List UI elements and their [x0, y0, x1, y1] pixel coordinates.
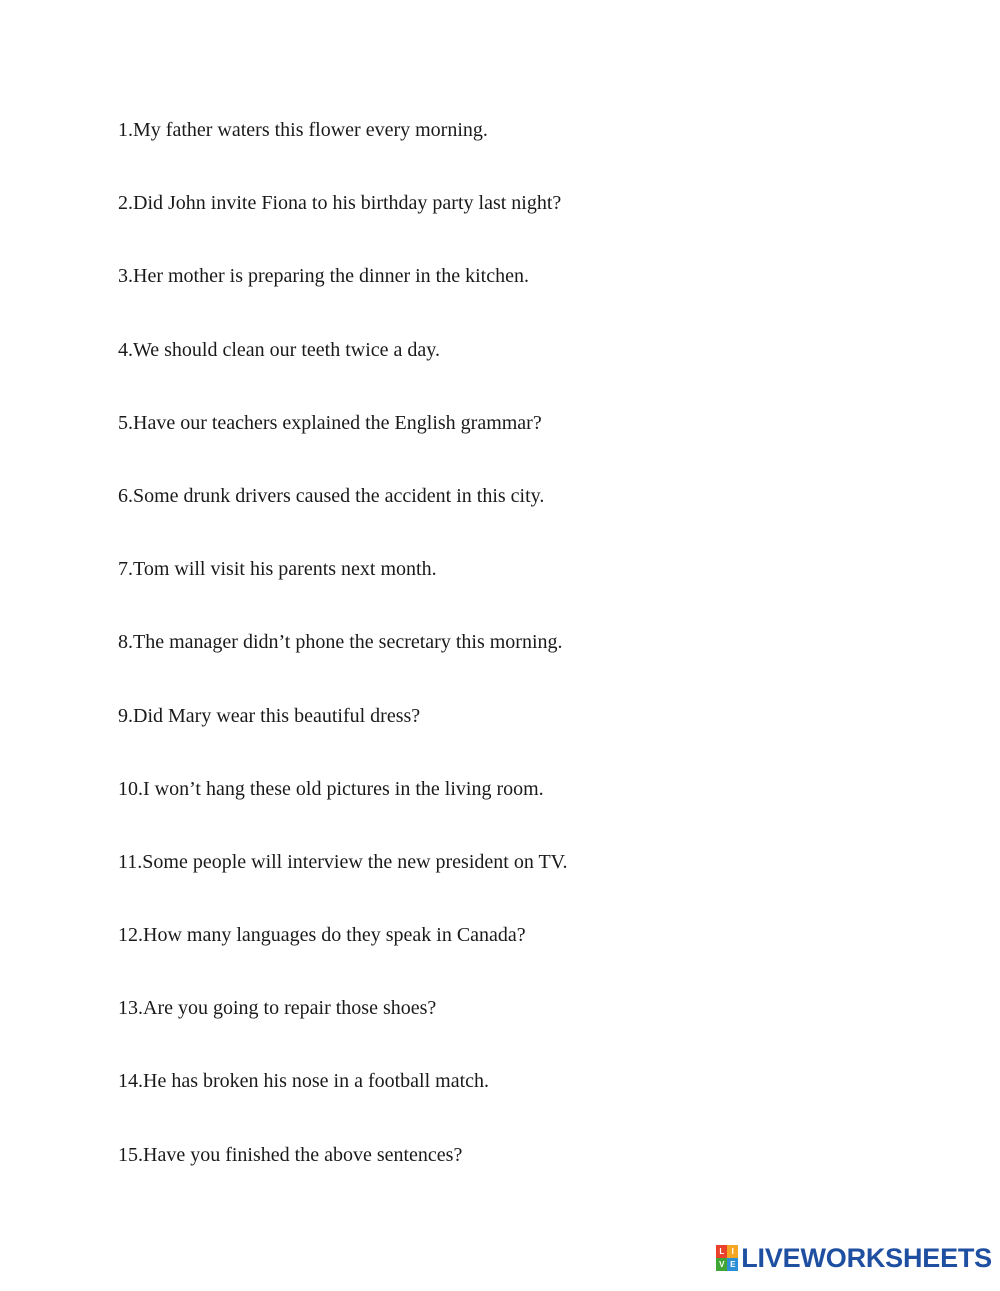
sentence-5: 5.Have our teachers explained the English grammar? [118, 411, 542, 434]
sentence-9: 9.Did Mary wear this beautiful dress? [118, 704, 421, 727]
liveworksheets-logo [716, 1243, 992, 1273]
sentence-3: 3.Her mother is preparing the dinner in the kitchen. [118, 265, 529, 288]
sentence-4: 4.We should clean our teeth twice a day. [118, 338, 440, 361]
sentence-7: 7.Tom will visit his parents next month. [118, 558, 437, 581]
logo-letter-e: E [727, 1258, 738, 1271]
sentence-2: 2.Did John invite Fiona to his birthday party last night? [118, 192, 562, 215]
sentence-14: 14.He has broken his nose in a football match. [118, 1070, 490, 1093]
sentence-1: 1.My father waters this flower every morning. [118, 119, 488, 141]
logo-icon [716, 1245, 738, 1271]
sentence-10: 10.I won’t hang these old pictures in the living room. [118, 777, 544, 800]
sentence-list [118, 116, 568, 1214]
sentence-13: 13.Are you going to repair those shoes? [118, 997, 437, 1020]
sentence-11: 11.Some people will interview the new president on TV. [118, 850, 568, 873]
sentence-15: 15.Have you finished the above sentences? [118, 1143, 463, 1166]
sentence-8: 8.The manager didn’t phone the secretary this morning. [118, 631, 563, 654]
logo-letter-l: L [716, 1245, 727, 1258]
logo-letter-v: V [716, 1258, 727, 1271]
sentence-6: 6.Some drunk drivers caused the accident in this city. [118, 484, 545, 507]
logo-wordmark: LIVEWORKSHEETS [741, 1243, 992, 1273]
sentence-12: 12.How many languages do they speak in Canada? [118, 924, 526, 947]
logo-letter-i: I [727, 1245, 738, 1258]
